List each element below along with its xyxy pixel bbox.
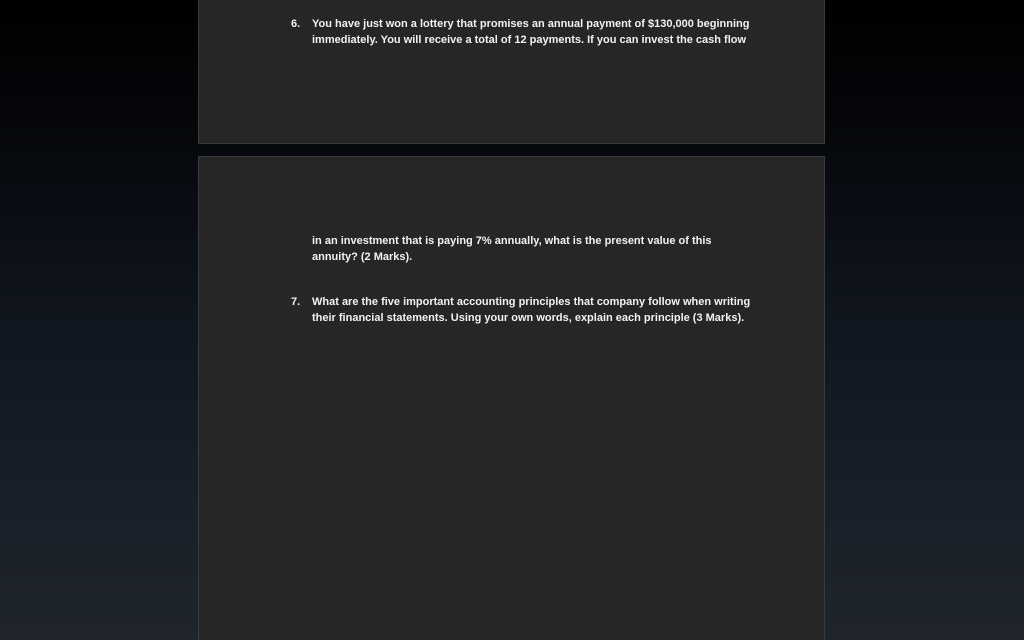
- question-text-line: immediately. You will receive a total of 12 payments. If you can invest the cash flow: [312, 34, 747, 46]
- question-number: 6.: [291, 18, 301, 30]
- document-page-1: [198, 0, 825, 144]
- question-text-line: their financial statements. Using your own words, explain each principle (3 Marks).: [312, 312, 745, 324]
- question-text: [312, 294, 782, 326]
- continuation-text: [312, 233, 782, 265]
- question-text-line: You have just won a lottery that promises an annual payment of $130,000 beginning: [312, 18, 750, 30]
- question-text: [312, 16, 782, 48]
- question-text-line: in an investment that is paying 7% annually, what is the present value of this: [312, 235, 712, 247]
- question-text-line: What are the five important accounting principles that company follow when writing: [312, 296, 751, 308]
- question-text-line: annuity? (2 Marks).: [312, 251, 413, 263]
- question-number: 7.: [291, 296, 301, 308]
- document-page-2: [198, 156, 825, 640]
